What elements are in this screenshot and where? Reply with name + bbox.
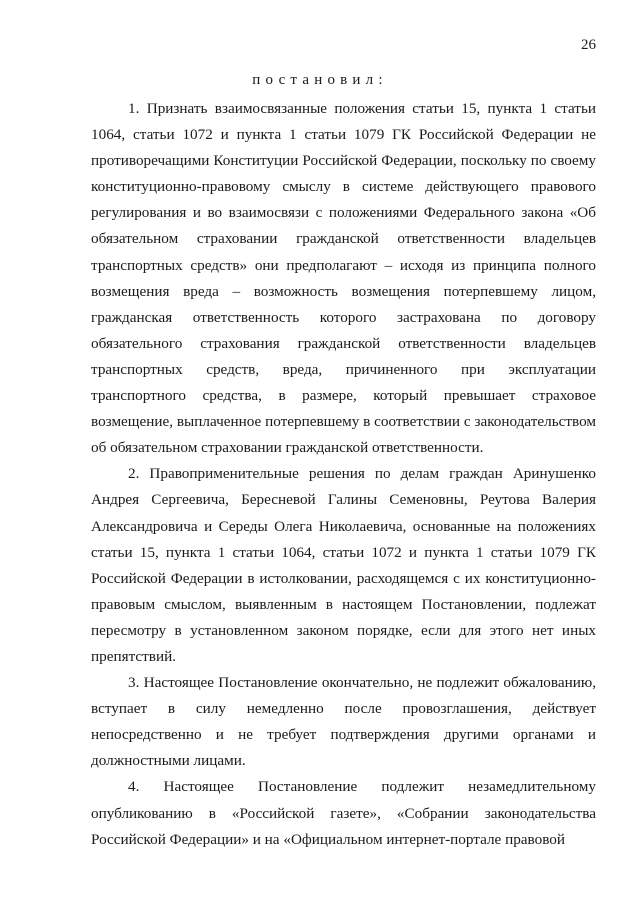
paragraph-3: 3. Настоящее Постановление окончательно, не подлежит обжалованию, вступает в силу немедленно после провозглашения, действует непосредственно и не требует подтверждения другими органами и должностными лицами. [91,674,596,770]
paragraph-2: 2. Правоприменительные решения по делам граждан Аринушенко Андрея Сергеевича, Бересневой Галины Семеновны, Реутова Валерия Александровича и Середы Олега Николаевича, основанные на положениях статьи 15, пункта 1 статьи 1064, статьи 1072 и пункта 1 статьи 1079 ГК Российской Федерации в истолковании, расходящемся с их конституционно-правовым смыслом, выявленным в настоящем Постановлении, подлежат пересмотру в установленном законом порядке, если для этого нет иных препятствий. [91,465,596,665]
paragraph-4: 4. Настоящее Постановление подлежит незамедлительному опубликованию в «Российской газете», «Собрании законодательства Российской Федерации» и на «Официальном интернет-портале правовой [91,778,596,848]
paragraph-1: 1. Признать взаимосвязанные положения статьи 15, пункта 1 статьи 1064, статьи 1072 и пункта 1 статьи 1079 ГК Российской Федерации не противоречащими Конституции Российской Федерации, поскольку по своему конституционно-правовому смыслу в системе действующего правового регулирования и во взаимосвязи с положениями Федерального закона «Об обязательном страховании гражданской ответственности владельцев транспортных средств» они предполагают – исходя из принципа полного возмещения вреда – возможность возмещения потерпевшему лицом, гражданская ответственность которого застрахована по договору обязательного страхования гражданской ответственности владельцев транспортных средств, вреда, причиненного при эксплуатации транспортного средства, в размере, который превышает страховое возмещение, выплаченное потерпевшему в соответствии с законодательством об обязательном страховании гражданской ответственности. [91,100,596,457]
page-number: 26 [581,37,596,53]
document-body [91,96,596,853]
resolution-heading: постановил: [252,72,388,88]
